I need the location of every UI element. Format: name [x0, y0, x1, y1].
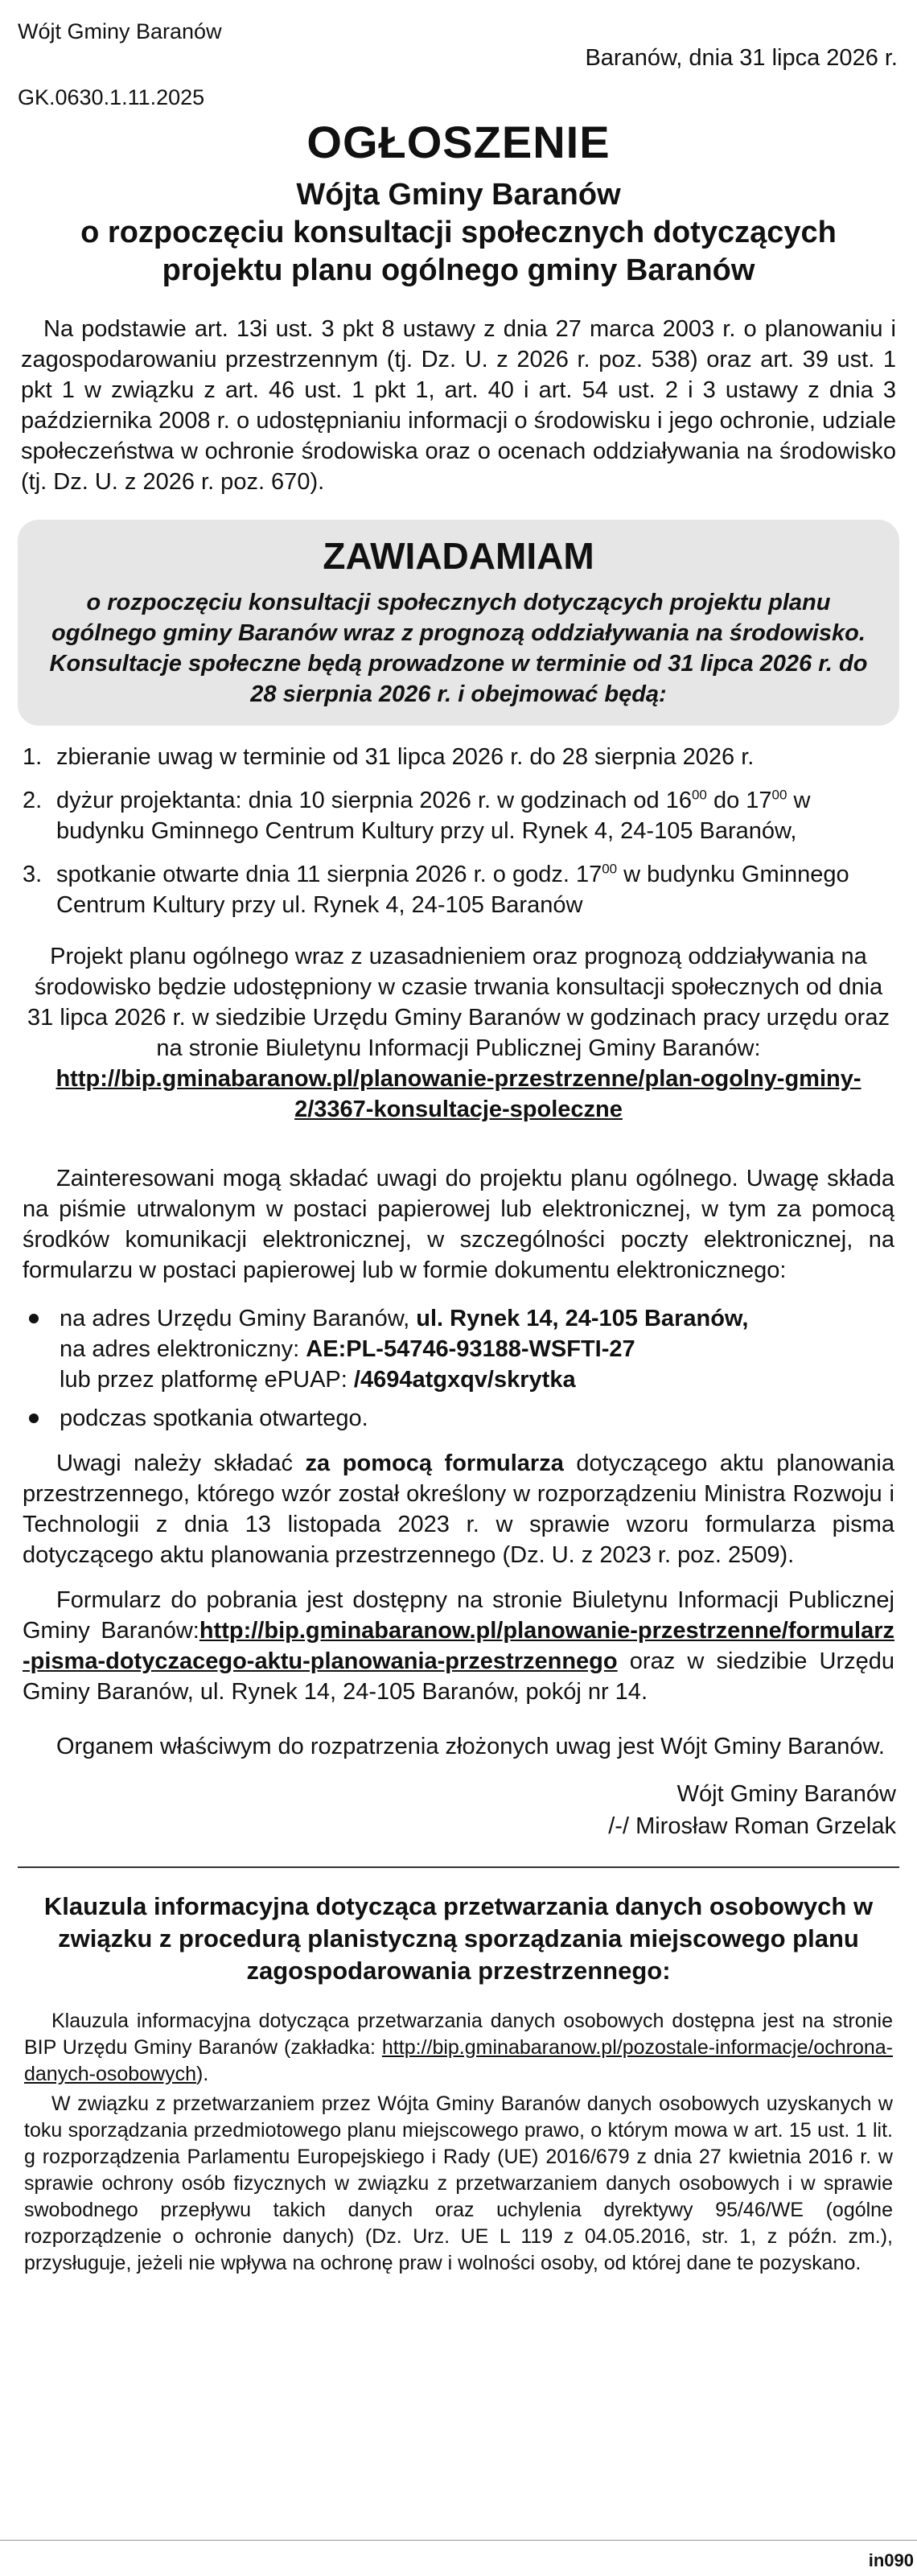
- signature-name: /-/ Mirosław Roman Grzelak: [608, 1813, 896, 1839]
- item-text: w budynku Gminnego Centrum Kultury przy ul. Rynek 4, 24-105 Baranów: [56, 862, 849, 918]
- time-superscript: 00: [771, 787, 787, 803]
- notice-text: o rozpoczęciu konsultacji społecznych dotyczących projektu planu ogólnego gminy Baranów wraz z prognozą oddziaływania na środowisko. Konsultacje społeczne będą prowadzone w terminie od 31 lipca 2026 r. do 28 sierpnia 2026 r. i obejmować będą:: [49, 590, 868, 707]
- project-text: Projekt planu ogólnego wraz z uzasadnieniem oraz prognozą oddziaływania na środowisko będzie udostępniony w czasie trwania konsultacji społecznych od dnia 31 lipca 2026 r. w siedzibie Urzędu Gminy Baranów w godzinach pracy urzędu oraz na stronie Biuletynu Informacji Publicznej Gminy Baranów:: [27, 944, 890, 1061]
- issuer: Wójt Gminy Baranów: [18, 19, 222, 43]
- address-label: na adres elektroniczny:: [60, 1336, 306, 1362]
- download-paragraph: [23, 1585, 894, 1707]
- list-item: [18, 1403, 899, 1434]
- subtitle: [18, 176, 899, 290]
- item-text: w budynku Gminnego Centrum Kultury przy ul. Rynek 4, 24-105 Baranów,: [56, 788, 811, 844]
- place-date: Baranów, dnia 31 lipca 2026 r.: [585, 45, 898, 71]
- item-number: 3.: [23, 862, 43, 887]
- bullet-icon: [29, 1414, 39, 1423]
- page-title: OGŁOSZENIE: [306, 117, 611, 167]
- divider: [0, 2540, 917, 2541]
- list-item: [18, 859, 899, 920]
- item-text: podczas spotkania otwartego.: [60, 1405, 368, 1431]
- clause-text: Klauzula informacyjna dotycząca przetwarzania danych osobowych dostępna jest na stronie BIP Urzędu Gminy Baranów (zakładka:: [24, 2010, 893, 2059]
- time-superscript: 00: [691, 787, 707, 803]
- project-link[interactable]: http://bip.gminabaranow.pl/planowanie-przestrzenne/plan-ogolny-gminy-2/3367-konsultacje-spoleczne: [56, 1066, 861, 1122]
- subtitle-line: Wójta Gminy Baranów: [296, 178, 621, 212]
- form-paragraph: [23, 1448, 894, 1570]
- signature-title: Wójt Gminy Baranów: [676, 1781, 896, 1807]
- form-emphasis: za pomocą formularza: [305, 1451, 564, 1476]
- header-left: [18, 16, 222, 148]
- interested-paragraph: Zainteresowani mogą składać uwagi do projektu planu ogólnego. Uwagę składa na piśmie utrwalonym w postaci papierowej lub elektronicznej, w tym za pomocą środków komunikacji elektronicznej, w szczególności poczty elektronicznej, na formularzu w postaci papierowej lub w formie dokumentu elektronicznego:: [23, 1166, 894, 1283]
- epuap-address: /4694atgxqv/skrytka: [353, 1367, 576, 1393]
- notice-box: [18, 520, 899, 726]
- item-number: 2.: [23, 788, 43, 813]
- footer-code: in090: [868, 2550, 914, 2570]
- address-label: na adres Urzędu Gminy Baranów,: [60, 1306, 417, 1331]
- reference-number: GK.0630.1.11.2025: [18, 85, 205, 109]
- download-text: Formularz do pobrania jest dostępny na stronie Biuletynu Informacji Publicznej Gminy Baranów:: [23, 1587, 894, 1644]
- address-line: [60, 1303, 899, 1334]
- download-text: oraz w siedzibie Urzędu Gminy Baranów, ul. Rynek 14, 24-105 Baranów, pokój nr 14.: [23, 1648, 894, 1705]
- signature: [18, 1778, 896, 1842]
- electronic-address: AE:PL-54746-93188-WSFTI-27: [306, 1336, 635, 1362]
- authority-paragraph: Organem właściwym do rozpatrzenia złożonych uwag jest Wójt Gminy Baranów.: [56, 1734, 885, 1759]
- consultation-items: [18, 742, 899, 920]
- subtitle-line: projektu planu ogólnego gminy Baranów: [162, 253, 755, 287]
- form-download-link[interactable]: http://bip.gminabaranow.pl/planowanie-przestrzenne/formularz-pisma-dotyczacego-aktu-planowania-przestrzennego: [23, 1618, 894, 1674]
- list-item: [18, 785, 899, 846]
- divider: [18, 1866, 899, 1868]
- item-text: do 17: [706, 788, 772, 813]
- form-text: Uwagi należy składać: [56, 1451, 306, 1476]
- address-line: [60, 1364, 899, 1395]
- notice-heading: ZAWIADAMIAM: [323, 535, 594, 577]
- time-superscript: 00: [602, 861, 618, 877]
- address-label: lub przez platformę ePUAP:: [60, 1367, 354, 1393]
- item-text: spotkanie otwarte dnia 11 sierpnia 2026 r. o godz. 17: [56, 862, 602, 887]
- privacy-link[interactable]: http://bip.gminabaranow.pl/pozostale-informacje/ochrona-danych-osobowych: [24, 2036, 893, 2085]
- clause-title: Klauzula informacyjna dotycząca przetwarzania danych osobowych w związku z procedurą planistyczną sporządzania miejscowego planu zagospodarowania przestrzennego:: [43, 1892, 874, 1985]
- bullet-icon: [29, 1314, 39, 1323]
- postal-address: ul. Rynek 14, 24-105 Baranów,: [416, 1306, 749, 1331]
- project-paragraph: [23, 941, 894, 1125]
- clause-paragraph: [24, 2008, 893, 2088]
- address-line: [60, 1334, 899, 1364]
- list-item: [18, 1303, 899, 1395]
- item-text: zbieranie uwag w terminie od 31 lipca 2026 r. do 28 sierpnia 2026 r.: [56, 744, 755, 770]
- clause-paragraph: W związku z przetwarzaniem przez Wójta Gminy Baranów danych osobowych uzyskanych w toku sporządzania przedmiotowego planu miejscowego prawo, o którym mowa w art. 15 ust. 1 lit. g rozporządzenia Parlamentu Europejskiego i Rady (UE) 2016/679 z dnia 27 kwietnia 2016 r. w sprawie ochrony osób fizycznych w związku z przetwarzaniem danych osobowych i w sprawie swobodnego przepływu takich danych oraz uchylenia dyrektywy 95/46/WE (ogólne rozporządzenie o ochronie danych) (Dz. Urz. UE L 119 z 04.05.2016, str. 1, z późn. zm.), przysługuje, jeżeli nie wpływa na ochronę praw i wolności osoby, od której dane te pozyskano.: [24, 2092, 893, 2274]
- clause-text: ).: [196, 2063, 209, 2085]
- subtitle-line: o rozpoczęciu konsultacji społecznych dotyczących: [80, 216, 837, 249]
- legal-basis: Na podstawie art. 13i ust. 3 pkt 8 ustawy z dnia 27 marca 2003 r. o planowaniu i zagospodarowaniu przestrzennym (tj. Dz. U. z 2026 r. poz. 538) oraz art. 39 ust. 1 pkt 1 w związku z art. 46 ust. 1 pkt 1, art. 40 i art. 54 ust. 2 i 3 ustawy z dnia 3 października 2008 r. o udostępnianiu informacji o środowisku i jego ochronie, udziale społeczeństwa w ochronie środowiska oraz o ocenach oddziaływania na środowisko (tj. Dz. U. z 2026 r. poz. 670).: [21, 316, 896, 495]
- item-text: dyżur projektanta: dnia 10 sierpnia 2026 r. w godzinach od 16: [56, 788, 692, 813]
- list-item: [18, 742, 899, 772]
- header: [18, 16, 899, 113]
- item-number: 1.: [23, 744, 43, 770]
- submission-methods: [18, 1303, 899, 1434]
- form-text: dotyczącego aktu planowania przestrzennego, którego wzór został określony w rozporządzeniu Ministra Rozwoju i Technologii z dnia 13 listopada 2023 r. w sprawie wzoru formularza pisma dotyczącego aktu planowania przestrzennego (Dz. U. z 2023 r. poz. 2509).: [23, 1451, 894, 1568]
